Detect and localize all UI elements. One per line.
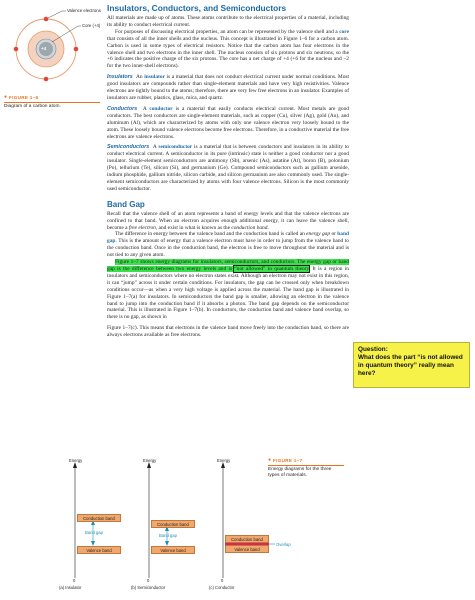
paragraph-insulators-text-1: An xyxy=(136,74,145,81)
semiconductor-band-gap-label: Band gap xyxy=(159,533,177,538)
paragraph-core-text-1: For purposes of discussing electrical properties, an atom can be represented by the valence shell and a xyxy=(115,28,340,35)
conductor-diagram xyxy=(203,458,303,598)
paragraph-conductors-text-1: A xyxy=(142,105,150,112)
figure-1-6-caption-text: Diagram of a carbon atom. xyxy=(4,104,61,109)
paragraph-core xyxy=(107,29,349,70)
semiconductor-valence-band: Valence band xyxy=(151,546,195,554)
insulator-conduction-band: Conduction band xyxy=(77,514,121,522)
paragraph-atoms: All materials are made up of atoms. These atoms contribute to the electrical properties of a material, including its ability to conduct electrical current. xyxy=(107,15,349,28)
insulator-band-gap-label: Band gap xyxy=(85,530,103,535)
paragraph-insulators xyxy=(107,74,349,102)
term-conduction-band: conduction band xyxy=(231,224,268,231)
figure-1-7-label: FIGURE 1–7 xyxy=(273,458,303,463)
semiconductor-energy-label: Energy xyxy=(143,458,157,463)
core-label: Core (+4) xyxy=(82,23,101,28)
figure-1-7-caption xyxy=(268,458,344,479)
term-band-gap: band gap xyxy=(107,231,349,245)
conductor-valence-band: Valence band xyxy=(225,545,269,553)
paragraph-semiconductors xyxy=(107,144,349,192)
paragraph-energy-gap-text-2: or xyxy=(330,231,338,238)
paragraph-energy-gap-text-1: The difference in energy between the valence band and the conduction band is called an xyxy=(115,231,307,238)
semiconductor-conduction-band: Conduction band xyxy=(151,520,195,528)
conductor-zero-label: 0 xyxy=(221,578,224,583)
paragraph-valence-text-3: . xyxy=(267,224,269,231)
question-note[interactable] xyxy=(353,342,470,388)
insulator-valence-band: Valence band xyxy=(77,546,121,554)
paragraph-figure-1-7 xyxy=(107,259,349,321)
semiconductor-zero-label: 0 xyxy=(147,578,150,583)
paragraph-core-text-2: that consists of all the inner shells and the nucleus. This concept is illustrated in Figure 1–6 for a carbon atom. Carbon is used in some types of electrical resistors. Notice that the carbon atom has four electrons in the valence shell and two electrons in the inner shell. The nucleus consists of six protons and six neutrons, so the +6 indicates the positive charge of the six protons. The core has a net charge of +4 (+6 for the nucleus and −2 for the two inner-shell electrons). xyxy=(107,35,349,70)
main-column xyxy=(107,3,349,339)
paragraph-figure-1-7-text: . It is a region in insulators and semiconductors where no electron states exist. Although an electron may not exist in this region, it can “jump” across it under certain conditions. For insulators, the gap can be crossed only when breakdown conditions occur—as when a very high voltage is applied across the material. The band gap is illustrated in Figure 1–7(a) for insulators. In semiconductors the band gap is smaller, allowing an electron in the valence band to jump into the conduction band if it absorbs a photon. The band gap depends on the semiconductor material. This is illustrated in Figure 1–7(b). In conductors, the conduction band and valence band overlap, so there is no gap, as shown in xyxy=(107,266,350,321)
paragraph-overlap: Figure 1–7(c). This means that electrons in the valence band move freely into the conduction band, so there are always electrons available as free electrons. xyxy=(107,325,349,339)
paragraph-semiconductors-text-1: A xyxy=(152,144,159,151)
term-free-electron: free electron xyxy=(128,224,156,231)
highlighted-sentence[interactable]: Figure 1–7 shows energy diagrams for insulators, semiconductors, and conductors. The energy gap or band gap is the difference between two energy levels and is xyxy=(107,259,349,272)
paragraph-insulators-text-2: is a material that does not conduct electrical current under normal conditions. Most good insulators are compounds rather than single-element materials and have very high resistivities. Valence electrons are tightly bound to the atoms; therefore, there are very few free electrons in an insulator. Examples of insulators are rubber, plastics, glass, mica, and quartz. xyxy=(107,74,350,101)
section-title-insulators-conductors-semiconductors: Insulators, Conductors, and Semiconductors xyxy=(107,3,287,13)
conductor-energy-label: Energy xyxy=(217,458,231,463)
paragraph-energy-gap xyxy=(107,231,349,259)
term-conductor: conductor xyxy=(149,105,173,112)
insulator-zero-label: 0 xyxy=(73,578,76,583)
paragraph-conductors-text-2: is a material that easily conducts electrical current. Most metals are good conductors. The best conductors are single-element materials, such as copper (Cu), silver (Ag), gold (Au), and aluminum (Al), which are characterized by atoms with only one valence electron very loosely bound to the atom. These loosely bound valence electrons become free electrons. Therefore, in a conductive material the free electrons are valence electrons. xyxy=(107,105,349,140)
figure-bullet-icon: ● xyxy=(268,458,272,463)
insulator-energy-axis xyxy=(55,458,125,588)
carbon-atom-figure xyxy=(2,2,104,94)
section-title-band-gap: Band Gap xyxy=(107,199,145,209)
valence-electrons-label: Valence electrons xyxy=(67,8,101,13)
carbon-atom-diagram xyxy=(2,2,104,94)
band-diagrams-figure xyxy=(55,458,305,598)
heading-conductors: Conductors xyxy=(107,105,138,112)
core-symbol: +4 xyxy=(41,45,47,51)
figure-1-7-caption-text: Energy diagrams for the three types of materials. xyxy=(268,467,332,478)
paragraph-valence-text-2: , and exist in what is known as the xyxy=(155,224,232,231)
term-core: core xyxy=(339,28,349,35)
term-semiconductor: semiconductor xyxy=(158,144,193,151)
heading-insulators: Insulators xyxy=(107,74,133,81)
paragraph-valence-text-1: Recall that the valence shell of an atom represents a band of energy levels and that the valence electrons are confined to that band. When an electron acquires enough additional energy, it can leave the valence shell, become a xyxy=(107,210,349,231)
figure-1-6-caption xyxy=(4,95,100,110)
term-energy-gap: energy gap xyxy=(306,231,331,238)
paragraph-conductors xyxy=(107,106,349,141)
insulator-energy-label: Energy xyxy=(69,458,83,463)
paragraph-valence-band xyxy=(107,211,349,232)
paragraph-energy-gap-text-3: . This is the amount of energy that a valence electron must have in order to jump from the valence band to the conduction band. Once in the conduction band, the electron is free to move throughout the material and is not tied to any given atom. xyxy=(107,238,349,259)
heading-semiconductors: Semiconductors xyxy=(107,144,150,151)
conductor-conduction-band: Conduction band xyxy=(225,535,269,543)
question-note-text: Question: What does the part “is not allowed in quantum theory” really mean here? xyxy=(358,346,463,377)
insulator-diagram xyxy=(55,458,125,598)
term-insulator: insulator xyxy=(144,74,165,81)
paragraph-semiconductors-text-2: is a material that is between conductors and insulators in its ability to conduct electrical current. A semiconductor in its pure (intrinsic) state is neither a good conductor nor a good insulator. Single-element semiconductors are antimony (Sb), arsenic (As), astatine (At), boron (B), polonium (Po), tellurium (Te), silicon (Si), and germanium (Ge). Compound semiconductors such as gallium arsenide, indium phosphide, gallium nitride, silicon carbide, and silicon germanium are also commonly used. The single-element semiconductors are characterized by atoms with four valence electrons. Silicon is the most commonly used semiconductor. xyxy=(107,144,349,192)
semiconductor-diagram xyxy=(129,458,199,598)
conductor-overlap-label: Overlap xyxy=(276,541,291,547)
insulator-caption: (a) Insulator xyxy=(59,585,82,590)
conductor-caption: (c) Conductor xyxy=(209,585,235,590)
figure-bullet-icon: ● xyxy=(4,95,8,100)
highlighted-phrase-not-allowed[interactable]: “not allowed” in quantum theory xyxy=(234,266,309,272)
semiconductor-caption: (b) Semiconductor xyxy=(131,585,166,590)
figure-1-6-label: FIGURE 1–6 xyxy=(9,95,39,100)
